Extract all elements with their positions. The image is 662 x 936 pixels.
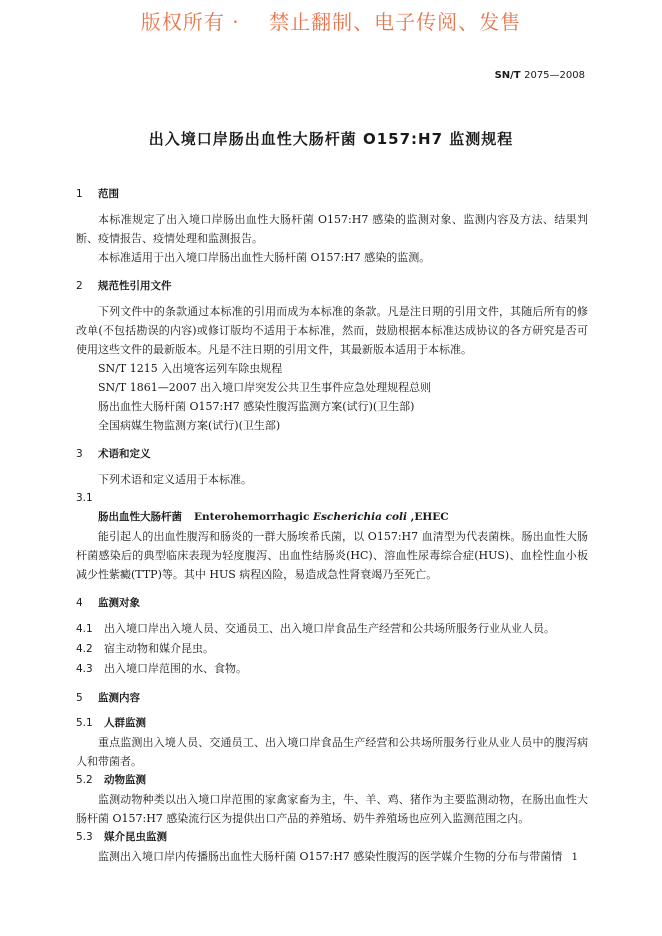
term-english bbox=[194, 511, 449, 523]
term-heading bbox=[76, 508, 588, 527]
section-3 bbox=[76, 445, 588, 584]
standard-code bbox=[495, 70, 585, 81]
term-definition: 能引起人的出血性腹泻和肠炎的一群大肠埃希氏菌，以 O157:H7 血清型为代表菌株。肠出血性大肠杆菌感染后的典型临床表现为轻度腹泻、出血性结肠炎(HC)、溶血性尿毒综合症(HUS)、血栓性血小板减少性紫癜(TTP)等。其中 HUS 病程凶险，易造成急性肾衰竭乃至死亡。 bbox=[76, 530, 588, 581]
list-item bbox=[76, 659, 588, 679]
section-number: 5 bbox=[76, 692, 83, 704]
page-number: 1 bbox=[571, 852, 578, 863]
subsection-title: 媒介昆虫监测 bbox=[104, 831, 167, 843]
paragraph: 本标准规定了出入境口岸肠出血性大肠杆菌 O157:H7 感染的监测对象、监测内容及方法、结果判断、疫情报告、疫情处理和监测报告。 bbox=[76, 213, 588, 245]
subsection-number: 5.1 bbox=[76, 717, 93, 729]
document-title: 出入境口岸肠出血性大肠杆菌 O157:H7 监测规程 bbox=[148, 130, 514, 148]
subsection-heading bbox=[76, 714, 588, 733]
reference-item: SN/T 1861—2007 出入境口岸突发公共卫生事件应急处理规程总则 bbox=[98, 381, 432, 394]
section-number: 4 bbox=[76, 597, 83, 609]
section-heading bbox=[76, 594, 588, 613]
item-number: 4.1 bbox=[76, 623, 93, 635]
section-heading bbox=[76, 185, 588, 204]
subsection-heading bbox=[76, 828, 588, 847]
term-english-prefix: Enterohemorrhagic bbox=[194, 511, 314, 523]
standard-code-prefix: SN/T bbox=[494, 70, 521, 81]
item-text: 宿主动物和媒介昆虫。 bbox=[104, 642, 214, 655]
reference-item: 肠出血性大肠杆菌 O157:H7 感染性腹泻监测方案(试行)(卫生部) bbox=[98, 400, 415, 413]
term-english-abbr: ,EHEC bbox=[407, 511, 449, 523]
paragraph: 监测动物种类以出入境口岸范围的家禽家畜为主，牛、羊、鸡、猪作为主要监测动物，在肠出血性大肠杆菌 O157:H7 感染流行区为提供出口产品的养殖场、奶牛养殖场也应列入监测范围之内。 bbox=[76, 793, 588, 825]
standard-number: 2075—2008 bbox=[524, 70, 585, 81]
subsection-number: 5.2 bbox=[76, 774, 93, 786]
section-heading bbox=[76, 445, 588, 464]
paragraph: 下列文件中的条款通过本标准的引用而成为本标准的条款。凡是注日期的引用文件，其随后所有的修改单(不包括勘误的内容)或修订版均不适用于本标准，然而，鼓励根据本标准达成协议的各方研究是否可使用这些文件的最新版本。凡是不注日期的引用文件，其最新版本适用于本标准。 bbox=[76, 305, 588, 356]
section-title: 监测内容 bbox=[98, 692, 140, 704]
section-heading bbox=[76, 689, 588, 708]
section-4 bbox=[76, 594, 588, 679]
section-title: 术语和定义 bbox=[98, 448, 151, 460]
section-title: 规范性引用文件 bbox=[98, 280, 172, 292]
list-item bbox=[76, 619, 588, 639]
paragraph: 本标准适用于出入境口岸肠出血性大肠杆菌 O157:H7 感染的监测。 bbox=[98, 251, 431, 264]
subsection-heading bbox=[76, 771, 588, 790]
item-text: 出入境口岸出入境人员、交通员工、出入境口岸食品生产经营和公共场所服务行业从业人员。 bbox=[104, 622, 555, 635]
section-heading bbox=[76, 277, 588, 296]
section-2 bbox=[76, 277, 588, 435]
section-title: 范围 bbox=[98, 188, 119, 200]
subsection-number: 3.1 bbox=[76, 492, 93, 504]
term-chinese: 肠出血性大肠杆菌 bbox=[98, 511, 182, 523]
document-body bbox=[76, 185, 588, 876]
subsection-title: 动物监测 bbox=[104, 774, 146, 786]
paragraph: 下列术语和定义适用于本标准。 bbox=[98, 473, 252, 486]
list-item bbox=[76, 639, 588, 659]
term-english-species: Escherichia coli bbox=[313, 511, 408, 523]
reference-item: 全国病媒生物监测方案(试行)(卫生部) bbox=[98, 419, 281, 432]
section-5 bbox=[76, 689, 588, 866]
section-title: 监测对象 bbox=[98, 597, 140, 609]
paragraph: 监测出入境口岸内传播肠出血性大肠杆菌 O157:H7 感染性腹泻的医学媒介生物的分布与带菌情 bbox=[98, 850, 563, 863]
section-number: 2 bbox=[76, 280, 83, 292]
subsection-number: 5.3 bbox=[76, 831, 93, 843]
section-1 bbox=[76, 185, 588, 267]
reference-item: SN/T 1215 入出境客运列车除虫规程 bbox=[98, 362, 283, 375]
item-number: 4.3 bbox=[76, 663, 93, 675]
subsection-title: 人群监测 bbox=[104, 717, 146, 729]
section-number: 3 bbox=[76, 448, 83, 460]
item-text: 出入境口岸范围的水、食物。 bbox=[104, 662, 247, 675]
copyright-watermark: 版权所有 · 禁止翻制、电子传阅、发售 bbox=[140, 10, 522, 34]
paragraph: 重点监测出入境人员、交通员工、出入境口岸食品生产经营和公共场所服务行业从业人员中的腹泻病人和带菌者。 bbox=[76, 736, 588, 768]
section-number: 1 bbox=[76, 188, 83, 200]
item-number: 4.2 bbox=[76, 643, 93, 655]
